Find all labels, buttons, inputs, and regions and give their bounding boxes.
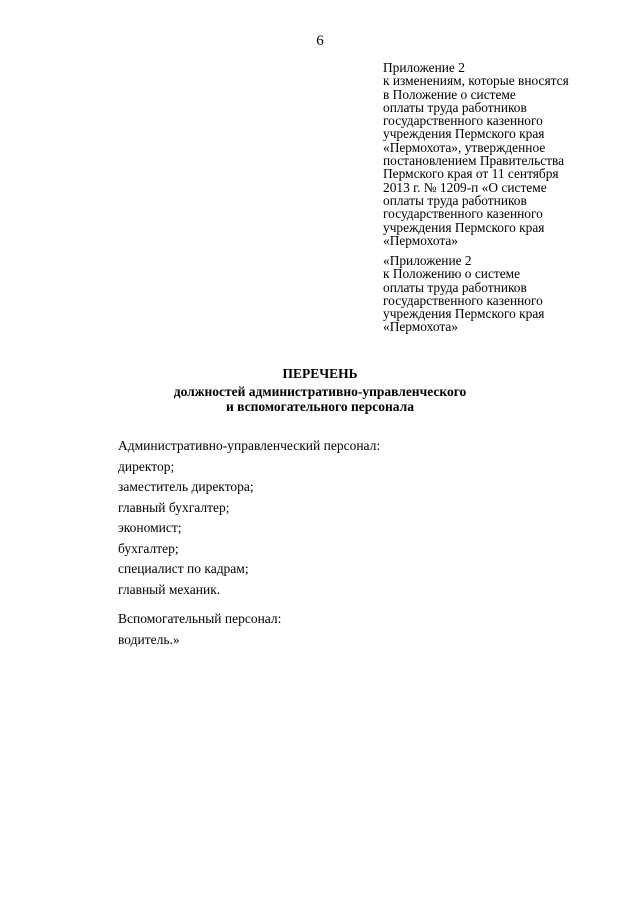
subtitle-line: и вспомогательного персонала — [226, 399, 414, 414]
list-item: водитель.» — [118, 631, 180, 647]
appendix-line: в Положение о системе — [383, 86, 516, 102]
list-item: главный механик. — [118, 581, 221, 597]
appendix-line: Пермского края от 11 сентября — [383, 166, 559, 182]
appendix-line: «Пермохота» — [383, 232, 458, 248]
subtitle-line: должностей административно-управленческого — [173, 384, 467, 399]
appendix-amendment-block — [383, 61, 633, 247]
appendix-line: к изменениям, которые вносятся — [383, 73, 569, 89]
list-item: бухгалтер; — [118, 540, 179, 556]
appendix-line: 2013 г. № 1209-п «О системе — [383, 179, 547, 195]
support-staff-header: Вспомогательный персонал: — [118, 611, 282, 626]
admin-staff-header: Административно-управленческий персонал: — [118, 438, 381, 453]
page-number: 6 — [316, 33, 324, 49]
appendix-line: государственного казенного — [383, 292, 543, 308]
appendix-line: Приложение 2 — [383, 60, 465, 75]
document-subtitle — [0, 384, 640, 414]
list-item: заместитель директора; — [118, 479, 254, 494]
appendix-line: «Пермохота» — [383, 319, 458, 335]
support-staff-list — [118, 609, 281, 650]
list-item: директор; — [118, 458, 175, 474]
admin-staff-list — [118, 436, 380, 600]
appendix-original-block — [383, 254, 633, 334]
appendix-line: оплаты труда работников — [383, 99, 527, 115]
appendix-line: учреждения Пермского края — [383, 219, 545, 235]
appendix-line: оплаты труда работников — [383, 279, 527, 295]
appendix-line: государственного казенного — [383, 206, 543, 222]
appendix-line: оплаты труда работников — [383, 192, 527, 208]
appendix-line: постановлением Правительства — [383, 153, 565, 169]
list-item: экономист; — [118, 520, 182, 535]
list-item: главный бухгалтер; — [118, 499, 230, 515]
appendix-line: учреждения Пермского края — [383, 126, 545, 142]
appendix-line: «Пермохота», утвержденное — [383, 139, 546, 155]
appendix-line: учреждения Пермского края — [383, 306, 545, 322]
appendix-line: «Приложение 2 — [383, 253, 472, 268]
list-item: специалист по кадрам; — [118, 561, 249, 576]
appendix-line: государственного казенного — [383, 113, 543, 129]
appendix-line: к Положению о системе — [383, 266, 521, 282]
document-title: ПЕРЕЧЕНЬ — [282, 366, 358, 381]
